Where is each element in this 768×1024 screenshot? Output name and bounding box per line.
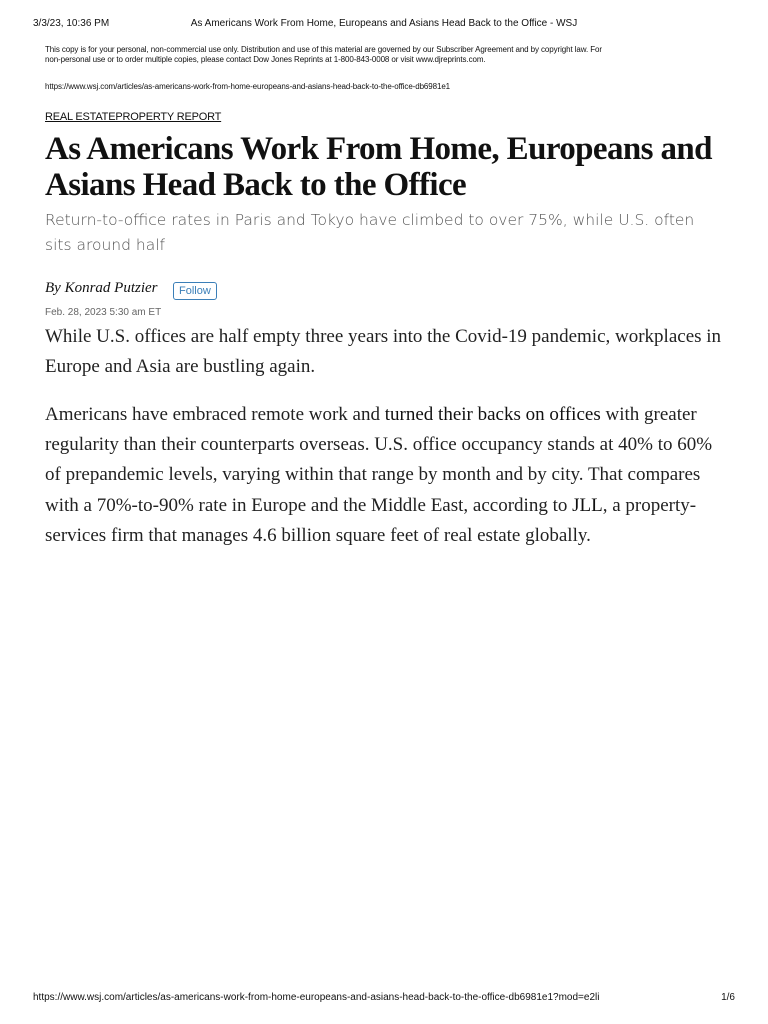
copyright-notice-line: non-personal use or to order multiple copies, please contact Dow Jones Reprints at 1-800-843-0008 or visit www.djreprints.com.	[45, 55, 486, 64]
copyright-notice-line: This copy is for your personal, non-commercial use only. Distribution and use of this material are governed by our Subscriber Agreement and by copyright law. For	[45, 45, 602, 54]
print-footer	[33, 992, 735, 1006]
byline: By Konrad Putzier	[45, 280, 158, 296]
link-jll[interactable]: JLL	[572, 494, 603, 516]
follow-author-button[interactable]: Follow	[173, 282, 217, 300]
link-turned-their-backs[interactable]: turned their backs on offices	[384, 404, 601, 425]
headline-line: As Americans Work From Home, Europeans and	[45, 131, 712, 167]
print-page-number: 1/6	[721, 992, 735, 1003]
body-text-run: with greater regularity than their counterparts overseas. U.S. office occupancy stands at 40% to 60% of prepandemic levels, varying within that range by month and by city. That compares with a 70%-to-90% rate in Europe and the Middle East, according to	[45, 404, 713, 516]
headline-line: Asians Head Back to the Office	[45, 167, 467, 203]
print-footer-url: https://www.wsj.com/articles/as-americans-work-from-home-europeans-and-asians-head-back-to-the-office-db6981e1?mod=e2li	[33, 992, 600, 1003]
copyright-notice	[45, 45, 685, 65]
print-datetime: 3/3/23, 10:36 PM	[33, 18, 110, 29]
print-page-title: As Americans Work From Home, Europeans and Asians Head Back to the Office - WSJ	[190, 18, 578, 29]
article-dek: Return-to-office rates in Paris and Tokyo have climbed to over 75%, while U.S. often sits around half	[45, 211, 695, 254]
section-label[interactable]: REAL ESTATEPROPERTY REPORT	[45, 111, 222, 123]
publish-timestamp: Feb. 28, 2023 5:30 am ET	[45, 307, 162, 318]
headline	[45, 131, 735, 203]
print-header	[33, 18, 735, 32]
body-paragraph	[45, 400, 725, 551]
article-url[interactable]: https://www.wsj.com/articles/as-americans-work-from-home-europeans-and-asians-head-back-to-the-office-db6981e1	[45, 82, 451, 91]
body-text-run: Americans have embraced remote work and	[45, 404, 385, 425]
body-paragraph: While U.S. offices are half empty three years into the Covid-19 pandemic, workplaces in Europe and Asia are bustling again.	[45, 326, 722, 378]
body-text-run: , a property-services firm that manages 4.6 billion square feet of real estate globally.	[45, 494, 697, 546]
